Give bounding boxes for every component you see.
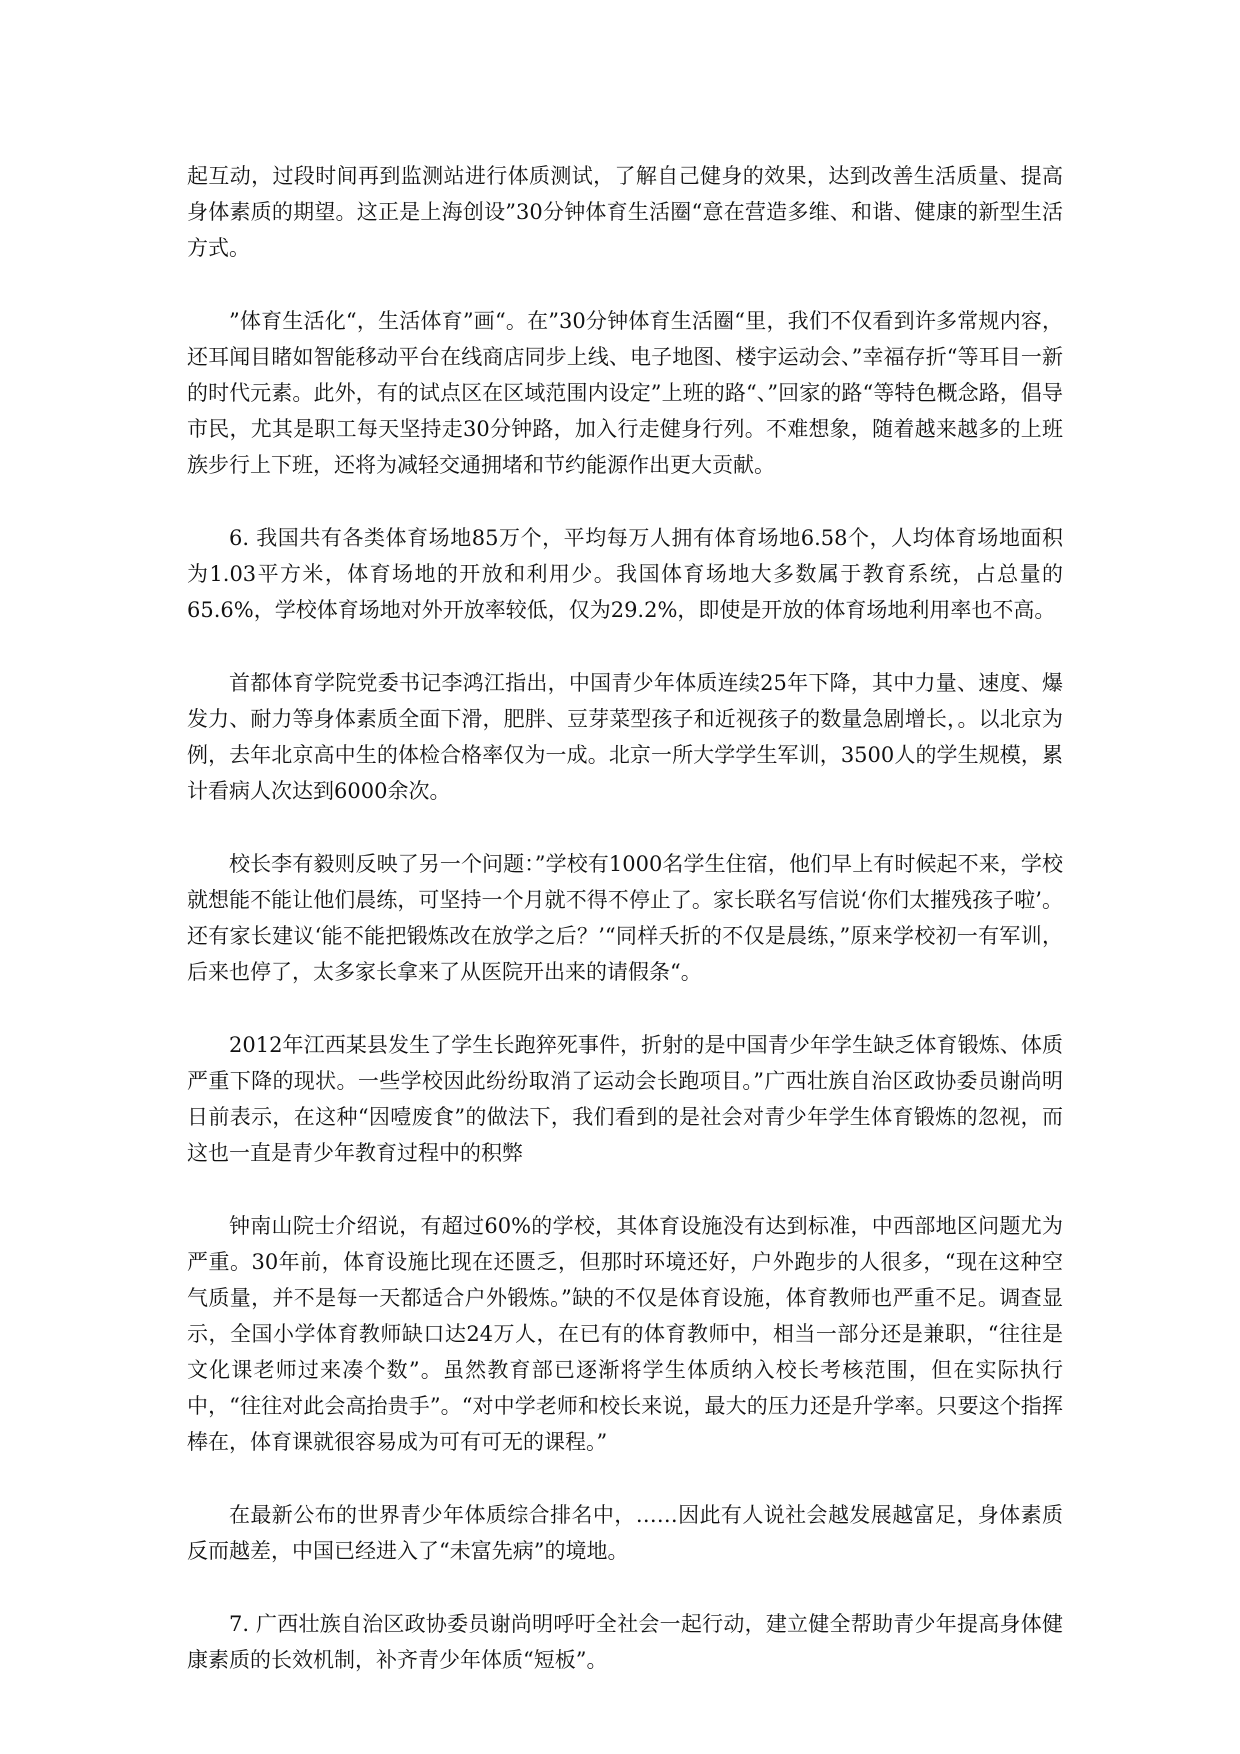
paragraph-continuation: 起互动，过段时间再到监测站进行体质测试，了解自己健身的效果，达到改善生活质量、提高身体素质的期望。这正是上海创设”30分钟体育生活圈“意在营造多维、和谐、健康的新型生活方式。 — [187, 164, 1063, 260]
paragraph-item-6: 6. 我国共有各类体育场地85万个，平均每万人拥有体育场地6.58个，人均体育场地面积为1.03平方米，体育场地的开放和利用少。我国体育场地大多数属于教育系统，占总量的65.6%，学校体育场地对外开放率较低，仅为29.2%，即使是开放的体育场地利用率也不高。 — [187, 526, 1063, 622]
paragraph-item-7: 7. 广西壮族自治区政协委员谢尚明呼吁全社会一起行动，建立健全帮助青少年提高身体健康素质的长效机制，补齐青少年体质“短板”。 — [187, 1612, 1063, 1672]
paragraph-world-ranking: 在最新公布的世界青少年体质综合排名中，……因此有人说社会越发展越富足，身体素质反而越差，中国已经进入了“未富先病”的境地。 — [187, 1503, 1063, 1563]
document-body — [187, 158, 1063, 1678]
paragraph-zhong-nanshan: 钟南山院士介绍说，有超过60%的学校，其体育设施没有达到标准，中西部地区问题尤为严重。30年前，体育设施比现在还匮乏，但那时环境还好，户外跑步的人很多，“现在这种空气质量，并不是每一天都适合户外锻炼。”缺的不仅是体育设施，体育教师也严重不足。调查显示，全国小学体育教师缺口达24万人，在已有的体育教师中，相当一部分还是兼职，“往往是文化课老师过来凑个数”。虽然教育部已逐渐将学生体质纳入校长考核范围，但在实际执行中，“往往对此会高抬贵手”。“对中学老师和校长来说，最大的压力还是升学率。只要这个指挥棒在，体育课就很容易成为可有可无的课程。” — [187, 1214, 1063, 1454]
paragraph-jiangxi-incident: 2012年江西某县发生了学生长跑猝死事件，折射的是中国青少年学生缺乏体育锻炼、体质严重下降的现状。一些学校因此纷纷取消了运动会长跑项目。”广西壮族自治区政协委员谢尚明日前表示，在这种“因噎废食”的做法下，我们看到的是社会对青少年学生体育锻炼的忽视，而这也一直是青少年教育过程中的积弊 — [187, 1033, 1063, 1165]
paragraph-sports-life: ”体育生活化“，生活体育”画“。在”30分钟体育生活圈“里，我们不仅看到许多常规内容，还耳闻目睹如智能移动平台在线商店同步上线、电子地图、楼宇运动会、”幸福存折“等耳目一新的时代元素。此外，有的试点区在区域范围内设定”上班的路“、”回家的路“等特色概念路，倡导市民，尤其是职工每天坚持走30分钟路，加入行走健身行列。不难想象，随着越来越多的上班族步行上下班，还将为减轻交通拥堵和节约能源作出更大贡献。 — [187, 309, 1063, 477]
paragraph-youth-fitness-decline: 首都体育学院党委书记李鸿江指出，中国青少年体质连续25年下降，其中力量、速度、爆发力、耐力等身体素质全面下滑，肥胖、豆芽菜型孩子和近视孩子的数量急剧增长，。以北京为例，去年北京高中生的体检合格率仅为一成。北京一所大学学生军训，3500人的学生规模，累计看病人次达到6000余次。 — [187, 671, 1063, 803]
paragraph-principal-quote: 校长李有毅则反映了另一个问题：”学校有1000名学生住宿，他们早上有时候起不来，学校就想能不能让他们晨练，可坚持一个月就不得不停止了。家长联名写信说‘你们太摧残孩子啦’。还有家长建议‘能不能把锻炼改在放学之后？’“同样夭折的不仅是晨练，”原来学校初一有军训，后来也停了，太多家长拿来了从医院开出来的请假条“。 — [187, 852, 1063, 984]
